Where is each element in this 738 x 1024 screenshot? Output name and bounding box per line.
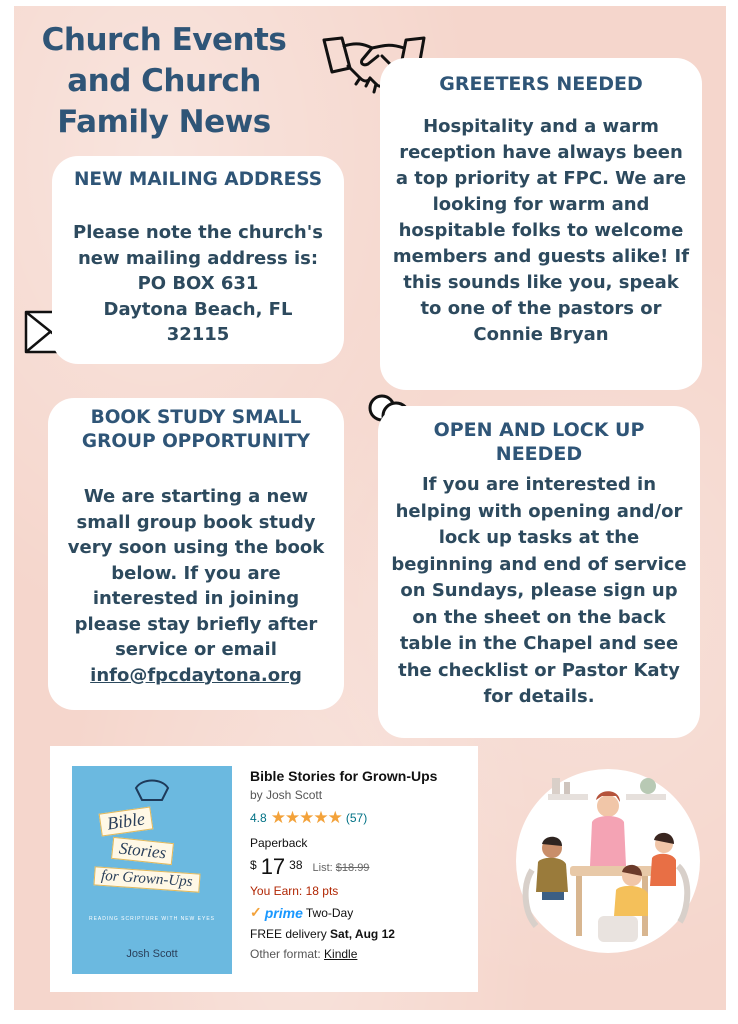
price-whole: 17	[260, 854, 286, 879]
mailing-intro: Please note the church's new mailing address is:	[73, 222, 323, 269]
book-cover[interactable]	[72, 766, 232, 974]
delivery-info	[250, 927, 474, 941]
book-study-body: We are starting a new small group book study very soon using the book below. If you are interested in joining please stay briefly after service or email	[67, 486, 325, 660]
price-symbol: $	[250, 858, 257, 872]
prime-logo: prime	[264, 904, 303, 921]
price-row	[250, 856, 474, 878]
mailing-heading: NEW MAILING ADDRESS	[73, 169, 323, 190]
product-info	[250, 768, 474, 961]
ark-icon	[132, 774, 172, 804]
book-study-heading: BOOK STUDY SMALL GROUP OPPORTUNITY	[81, 407, 311, 452]
lockup-card	[378, 406, 700, 738]
product-format: Paperback	[250, 836, 308, 850]
rating-row	[250, 808, 474, 828]
cover-word-2: Stories	[111, 837, 174, 865]
title-line-2: and Church	[67, 63, 261, 99]
cover-subtitle: READING SCRIPTURE WITH NEW EYES	[88, 916, 215, 922]
prime-row	[250, 904, 474, 921]
list-label: List:	[312, 862, 333, 874]
other-format	[250, 947, 474, 961]
mailing-city: Daytona Beach, FL	[103, 298, 293, 320]
delivery-date: Sat, Aug 12	[330, 927, 395, 941]
email-link[interactable]: info@fpcdaytona.org	[90, 664, 302, 686]
greeters-heading: GREETERS NEEDED	[439, 73, 643, 95]
other-format-label: Other format:	[250, 947, 321, 961]
star-rating-icon: ★★★★★	[270, 808, 342, 827]
earn-points: You Earn: 18 pts	[250, 884, 339, 898]
product-listing	[50, 746, 478, 992]
cover-author: Josh Scott	[126, 948, 178, 960]
group-study-illustration	[508, 766, 708, 956]
delivery-prefix: FREE delivery	[250, 927, 327, 941]
mailing-box: PO BOX 631	[137, 273, 259, 294]
greeters-card	[380, 58, 702, 390]
title-line-1: Church Events	[41, 22, 287, 58]
lockup-body: If you are interested in helping with opening and/or lock up tasks at the beginning and end of service on Sundays, please sign up on the sheet on the back table in the Chapel and see the checklist or Pastor Katy for details.	[391, 474, 687, 707]
prime-check-icon: ✓	[250, 904, 262, 920]
list-price: $18.99	[335, 862, 370, 874]
review-count[interactable]: (57)	[345, 811, 368, 825]
mailing-zip: 32115	[166, 324, 230, 345]
rating-value: 4.8	[250, 811, 267, 825]
mailing-address-card	[52, 156, 344, 364]
cover-word-3: for Grown-Ups	[93, 866, 200, 892]
book-study-card	[48, 398, 344, 710]
lockup-heading: OPEN AND LOCK UP NEEDED	[433, 419, 645, 465]
page-title	[34, 20, 294, 143]
kindle-link[interactable]: Kindle	[324, 947, 358, 961]
prime-speed: Two-Day	[305, 905, 354, 920]
cover-word-1: Bible	[99, 806, 154, 836]
title-line-3: Family News	[57, 104, 271, 140]
price-fraction: 38	[289, 858, 303, 872]
product-title[interactable]: Bible Stories for Grown-Ups	[250, 768, 438, 784]
flyer-page	[14, 6, 726, 1010]
greeters-body: Hospitality and a warm reception have always been a top priority at FPC. We are looking for warm and hospitable folks to welcome members and guests alike! If this sounds like you, speak to one of the pastors or Connie Bryan	[392, 116, 690, 345]
product-author: by Josh Scott	[250, 788, 323, 802]
